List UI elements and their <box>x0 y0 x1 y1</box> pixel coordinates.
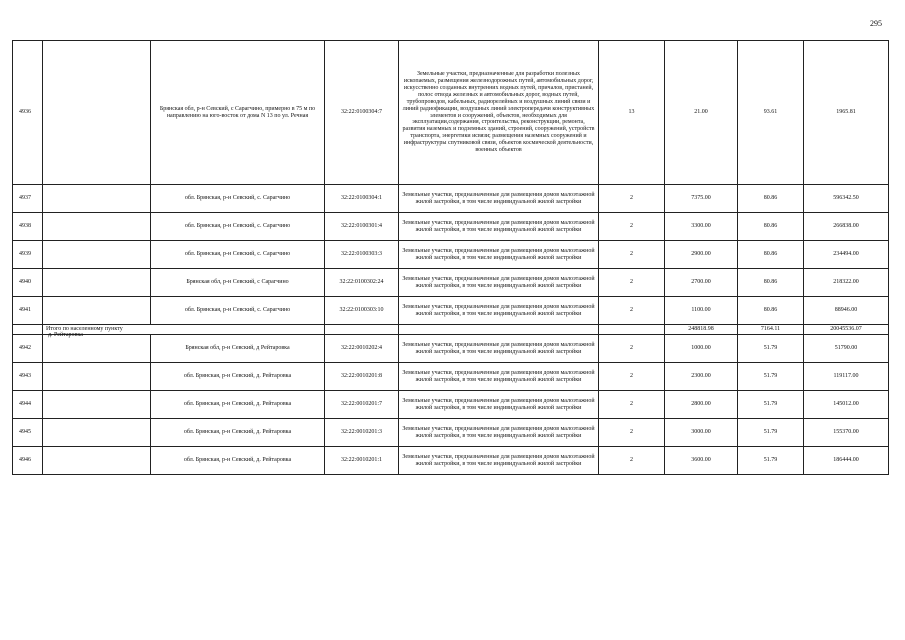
cadastral-value-cell: 51790.00 <box>804 335 889 363</box>
summary-blank <box>599 325 665 335</box>
group-cell: 2 <box>599 447 665 475</box>
cadastral-number-cell: 32:22:0100304:7 <box>325 41 399 185</box>
cadastral-number-cell: 32:22:0010202:4 <box>325 335 399 363</box>
cadastral-value-cell: 1965.81 <box>804 41 889 185</box>
specific-value-cell: 93.61 <box>738 41 804 185</box>
cadastral-number-cell: 32:22:0100302:24 <box>325 269 399 297</box>
specific-value-cell: 51.79 <box>738 335 804 363</box>
group-cell: 2 <box>599 269 665 297</box>
table-row <box>13 241 889 269</box>
row-number: 4942 <box>13 335 43 363</box>
cadastral-value-cell: 596342.50 <box>804 185 889 213</box>
cadastral-value-cell: 234494.00 <box>804 241 889 269</box>
group-cell: 2 <box>599 241 665 269</box>
area-cell: 7375.00 <box>665 185 738 213</box>
locality-cell <box>43 41 151 185</box>
cadastral-number-cell: 32:22:0100303:3 <box>325 241 399 269</box>
area-cell: 2300.00 <box>665 363 738 391</box>
summary-blank <box>325 325 399 335</box>
table-row <box>13 269 889 297</box>
table-row <box>13 419 889 447</box>
locality-cell <box>43 419 151 447</box>
locality-cell <box>43 391 151 419</box>
area-cell: 3300.00 <box>665 213 738 241</box>
row-number: 4941 <box>13 297 43 325</box>
group-cell: 2 <box>599 363 665 391</box>
row-number: 4946 <box>13 447 43 475</box>
land-purpose-cell: Земельные участки, предназначенные для разработки полезных ископаемых, размещения железнодорожных путей, автомобильных дорог, искусственно созданных внутренних водных путей, причалов, пристаней, полос отвода железных и автомобильных дорог, водных путей, трубопроводов, кабельных, радиорелейных и воздушных линий связи и линий радиофикации, воздушных линий электропередачи конструктивных элементов и сооружений, объектов, необходимых для эксплуатации,содержания, строительства, реконструкции, ремонта, развития наземных и подземных зданий, строений, сооружений, устройств транспорта, энергетики исвязи; размещения наземных сооружений и инфраструктуры спутниковой связи, объектов космической деятельности, военных объектов <box>399 41 599 185</box>
address-cell: Брянская обл, р-н Севский, с Сарагчино, примерно в 75 м по направлению на юго-восток от дома N 13 по ул. Речная <box>151 41 325 185</box>
land-purpose-cell: Земельные участки, предназначенные для размещения домов малоэтажной жилой застройки, в том числе индивидуальной жилой застройки <box>399 241 599 269</box>
row-number: 4940 <box>13 269 43 297</box>
specific-value-cell: 80.86 <box>738 213 804 241</box>
table-row <box>13 447 889 475</box>
address-cell: Брянская обл, р-н Севский, д Рейтаровка <box>151 335 325 363</box>
summary-label: Итого по населенному пункту <box>43 325 325 335</box>
group-cell: 2 <box>599 419 665 447</box>
row-number: 4945 <box>13 419 43 447</box>
land-purpose-cell: Земельные участки, предназначенные для размещения домов малоэтажной жилой застройки, в том числе индивидуальной жилой застройки <box>399 269 599 297</box>
area-cell: 21.00 <box>665 41 738 185</box>
cadastral-number-cell: 32:22:0100303:10 <box>325 297 399 325</box>
cadastral-value-cell: 145012.00 <box>804 391 889 419</box>
address-cell: обл. Брянская, р-н Севский, с. Сарагчино <box>151 241 325 269</box>
address-cell: обл. Брянская, р-н Севский, с. Сарагчино <box>151 213 325 241</box>
summary-area: 248818.98 <box>665 325 738 335</box>
land-purpose-cell: Земельные участки, предназначенные для размещения домов малоэтажной жилой застройки, в том числе индивидуальной жилой застройки <box>399 297 599 325</box>
address-cell: Брянская обл, р-н Севский, с Сарагчино <box>151 269 325 297</box>
cadastral-value-cell: 266838.00 <box>804 213 889 241</box>
table-row <box>13 185 889 213</box>
area-cell: 2800.00 <box>665 391 738 419</box>
row-number: 4938 <box>13 213 43 241</box>
address-cell: обл. Брянская, р-н Севский, д. Рейтаровка <box>151 419 325 447</box>
cadastral-value-cell: 186444.00 <box>804 447 889 475</box>
table-row <box>13 297 889 325</box>
specific-value-cell: 51.79 <box>738 363 804 391</box>
address-cell: обл. Брянская, р-н Севский, д. Рейтаровка <box>151 447 325 475</box>
row-number: 4936 <box>13 41 43 185</box>
row-number: 4939 <box>13 241 43 269</box>
area-cell: 1000.00 <box>665 335 738 363</box>
cadastral-number-cell: 32:22:0010201:7 <box>325 391 399 419</box>
row-number: 4944 <box>13 391 43 419</box>
locality-label: д. Рейтаровка <box>48 332 83 338</box>
row-number: 4937 <box>13 185 43 213</box>
specific-value-cell: 51.79 <box>738 391 804 419</box>
address-cell: обл. Брянская, р-н Севский, д. Рейтаровка <box>151 391 325 419</box>
address-cell: обл. Брянская, р-н Севский, с. Сарагчино <box>151 185 325 213</box>
cadastral-value-cell: 155370.00 <box>804 419 889 447</box>
address-cell: обл. Брянская, р-н Севский, д. Рейтаровка <box>151 363 325 391</box>
table-row <box>13 335 889 363</box>
summary-rate: 7164.11 <box>738 325 804 335</box>
summary-blank <box>399 325 599 335</box>
locality-cell <box>43 185 151 213</box>
row-number: 4943 <box>13 363 43 391</box>
cadastral-number-cell: 32:22:0010201:8 <box>325 363 399 391</box>
summary-blank <box>13 325 43 335</box>
land-value-table <box>12 40 889 475</box>
cadastral-value-cell: 119117.00 <box>804 363 889 391</box>
specific-value-cell: 80.86 <box>738 241 804 269</box>
specific-value-cell: 51.79 <box>738 419 804 447</box>
locality-cell <box>43 363 151 391</box>
summary-row <box>13 325 889 335</box>
summary-value: 20045536.07 <box>804 325 889 335</box>
page-number: 295 <box>870 19 882 28</box>
specific-value-cell: 80.86 <box>738 269 804 297</box>
locality-cell <box>43 335 151 363</box>
locality-cell <box>43 213 151 241</box>
area-cell: 3000.00 <box>665 419 738 447</box>
land-purpose-cell: Земельные участки, предназначенные для размещения домов малоэтажной жилой застройки, в том числе индивидуальной жилой застройки <box>399 335 599 363</box>
specific-value-cell: 51.79 <box>738 447 804 475</box>
cadastral-number-cell: 32:22:0010201:3 <box>325 419 399 447</box>
locality-cell <box>43 297 151 325</box>
specific-value-cell: 80.86 <box>738 185 804 213</box>
land-purpose-cell: Земельные участки, предназначенные для размещения домов малоэтажной жилой застройки, в том числе индивидуальной жилой застройки <box>399 419 599 447</box>
area-cell: 1100.00 <box>665 297 738 325</box>
cadastral-value-cell: 88946.00 <box>804 297 889 325</box>
table-row <box>13 41 889 185</box>
land-purpose-cell: Земельные участки, предназначенные для размещения домов малоэтажной жилой застройки, в том числе индивидуальной жилой застройки <box>399 363 599 391</box>
group-cell: 2 <box>599 391 665 419</box>
table-row <box>13 363 889 391</box>
group-cell: 2 <box>599 185 665 213</box>
land-purpose-cell: Земельные участки, предназначенные для размещения домов малоэтажной жилой застройки, в том числе индивидуальной жилой застройки <box>399 185 599 213</box>
locality-cell <box>43 241 151 269</box>
specific-value-cell: 80.86 <box>738 297 804 325</box>
area-cell: 3600.00 <box>665 447 738 475</box>
group-cell: 2 <box>599 297 665 325</box>
land-purpose-cell: Земельные участки, предназначенные для размещения домов малоэтажной жилой застройки, в том числе индивидуальной жилой застройки <box>399 391 599 419</box>
cadastral-number-cell: 32:22:0100301:4 <box>325 213 399 241</box>
cadastral-value-cell: 218322.00 <box>804 269 889 297</box>
area-cell: 2900.00 <box>665 241 738 269</box>
group-cell: 2 <box>599 213 665 241</box>
locality-cell <box>43 447 151 475</box>
land-purpose-cell: Земельные участки, предназначенные для размещения домов малоэтажной жилой застройки, в том числе индивидуальной жилой застройки <box>399 213 599 241</box>
group-cell: 2 <box>599 335 665 363</box>
land-purpose-cell: Земельные участки, предназначенные для размещения домов малоэтажной жилой застройки, в том числе индивидуальной жилой застройки <box>399 447 599 475</box>
group-cell: 13 <box>599 41 665 185</box>
locality-cell <box>43 269 151 297</box>
table-row <box>13 391 889 419</box>
table-row <box>13 213 889 241</box>
cadastral-number-cell: 32:22:0010201:1 <box>325 447 399 475</box>
area-cell: 2700.00 <box>665 269 738 297</box>
address-cell: обл. Брянская, р-н Севский, с. Сарагчино <box>151 297 325 325</box>
cadastral-number-cell: 32:22:0100304:1 <box>325 185 399 213</box>
